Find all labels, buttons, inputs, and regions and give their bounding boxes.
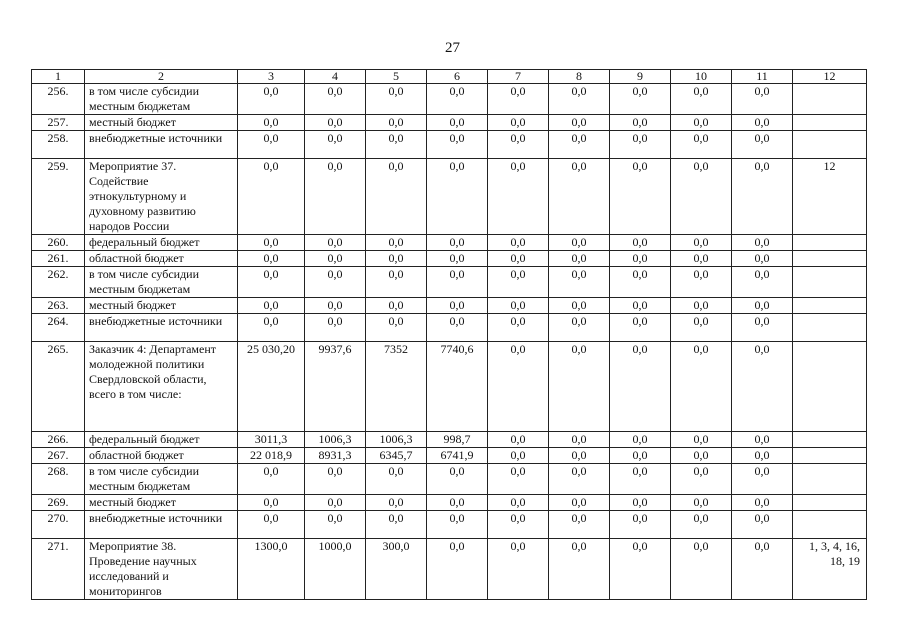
value-cell: 0,0 xyxy=(610,314,671,342)
value-cell: 0,0 xyxy=(427,267,488,298)
column-header: 8 xyxy=(549,70,610,84)
table-row xyxy=(32,539,867,600)
value-cell: 0,0 xyxy=(671,84,732,115)
value-cell: 0,0 xyxy=(366,464,427,495)
value-cell: 1000,0 xyxy=(305,539,366,600)
value-cell: 0,0 xyxy=(366,159,427,235)
row-name: Мероприятие 38. Проведение научных исследований и мониторингов xyxy=(85,539,238,600)
value-cell: 0,0 xyxy=(610,84,671,115)
value-cell: 0,0 xyxy=(305,314,366,342)
budget-table xyxy=(31,69,867,600)
value-cell: 0,0 xyxy=(366,131,427,159)
table-row xyxy=(32,235,867,251)
table-row xyxy=(32,84,867,115)
row-name: федеральный бюджет xyxy=(85,432,238,448)
value-cell: 3011,3 xyxy=(238,432,305,448)
target-indicator-cell xyxy=(793,464,867,495)
value-cell: 0,0 xyxy=(610,298,671,314)
value-cell: 0,0 xyxy=(366,267,427,298)
target-indicator-cell xyxy=(793,314,867,342)
value-cell: 0,0 xyxy=(549,267,610,298)
row-name: в том числе субсидии местным бюджетам xyxy=(85,84,238,115)
value-cell: 0,0 xyxy=(488,298,549,314)
value-cell: 0,0 xyxy=(305,84,366,115)
value-cell: 0,0 xyxy=(488,464,549,495)
row-number: 270. xyxy=(32,511,85,539)
value-cell: 0,0 xyxy=(610,251,671,267)
value-cell: 0,0 xyxy=(610,448,671,464)
value-cell: 6741,9 xyxy=(427,448,488,464)
value-cell: 0,0 xyxy=(238,131,305,159)
value-cell: 0,0 xyxy=(610,539,671,600)
row-name: местный бюджет xyxy=(85,115,238,131)
value-cell: 0,0 xyxy=(305,235,366,251)
table-row xyxy=(32,448,867,464)
row-name: внебюджетные источники xyxy=(85,314,238,342)
value-cell: 0,0 xyxy=(610,342,671,432)
value-cell: 0,0 xyxy=(549,131,610,159)
value-cell: 0,0 xyxy=(427,464,488,495)
value-cell: 0,0 xyxy=(238,84,305,115)
value-cell: 0,0 xyxy=(549,495,610,511)
value-cell: 0,0 xyxy=(732,342,793,432)
row-number: 271. xyxy=(32,539,85,600)
value-cell: 0,0 xyxy=(671,115,732,131)
row-name: Мероприятие 37. Содействие этнокультурному и духовному развитию народов России xyxy=(85,159,238,235)
row-number: 266. xyxy=(32,432,85,448)
value-cell: 0,0 xyxy=(610,432,671,448)
row-name: Заказчик 4: Департамент молодежной политики Свердловской области, всего в том числе: xyxy=(85,342,238,432)
row-number: 261. xyxy=(32,251,85,267)
target-indicator-cell xyxy=(793,115,867,131)
table-row xyxy=(32,511,867,539)
table-row xyxy=(32,115,867,131)
value-cell: 0,0 xyxy=(610,495,671,511)
value-cell: 0,0 xyxy=(427,251,488,267)
value-cell: 0,0 xyxy=(427,131,488,159)
row-number: 265. xyxy=(32,342,85,432)
value-cell: 0,0 xyxy=(732,495,793,511)
value-cell: 0,0 xyxy=(671,511,732,539)
value-cell: 0,0 xyxy=(732,131,793,159)
value-cell: 0,0 xyxy=(305,298,366,314)
table-row xyxy=(32,298,867,314)
value-cell: 0,0 xyxy=(488,84,549,115)
value-cell: 0,0 xyxy=(610,131,671,159)
value-cell: 0,0 xyxy=(238,267,305,298)
value-cell: 0,0 xyxy=(610,159,671,235)
value-cell: 0,0 xyxy=(671,235,732,251)
target-indicator-cell xyxy=(793,267,867,298)
value-cell: 1006,3 xyxy=(305,432,366,448)
value-cell: 0,0 xyxy=(671,464,732,495)
value-cell: 0,0 xyxy=(366,235,427,251)
value-cell: 0,0 xyxy=(427,115,488,131)
value-cell: 0,0 xyxy=(549,448,610,464)
column-header: 6 xyxy=(427,70,488,84)
value-cell: 7740,6 xyxy=(427,342,488,432)
row-number: 256. xyxy=(32,84,85,115)
row-number: 259. xyxy=(32,159,85,235)
table-row xyxy=(32,342,867,432)
value-cell: 0,0 xyxy=(427,314,488,342)
value-cell: 0,0 xyxy=(305,495,366,511)
value-cell: 0,0 xyxy=(305,464,366,495)
value-cell: 0,0 xyxy=(732,448,793,464)
value-cell: 0,0 xyxy=(488,511,549,539)
value-cell: 300,0 xyxy=(366,539,427,600)
value-cell: 0,0 xyxy=(610,235,671,251)
value-cell: 0,0 xyxy=(549,539,610,600)
value-cell: 0,0 xyxy=(427,298,488,314)
target-indicator-cell: 1, 3, 4, 16, 18, 19 xyxy=(793,539,867,600)
value-cell: 0,0 xyxy=(238,235,305,251)
table-row xyxy=(32,267,867,298)
row-name: местный бюджет xyxy=(85,495,238,511)
value-cell: 0,0 xyxy=(732,511,793,539)
value-cell: 0,0 xyxy=(549,511,610,539)
value-cell: 0,0 xyxy=(427,235,488,251)
column-header: 3 xyxy=(238,70,305,84)
target-indicator-cell xyxy=(793,432,867,448)
value-cell: 0,0 xyxy=(610,267,671,298)
target-indicator-cell xyxy=(793,235,867,251)
value-cell: 0,0 xyxy=(671,432,732,448)
value-cell: 0,0 xyxy=(488,159,549,235)
value-cell: 9937,6 xyxy=(305,342,366,432)
value-cell: 0,0 xyxy=(427,159,488,235)
value-cell: 0,0 xyxy=(671,131,732,159)
target-indicator-cell xyxy=(793,448,867,464)
value-cell: 0,0 xyxy=(671,298,732,314)
row-number: 258. xyxy=(32,131,85,159)
header-row xyxy=(32,70,867,84)
row-number: 269. xyxy=(32,495,85,511)
value-cell: 0,0 xyxy=(488,251,549,267)
column-header: 7 xyxy=(488,70,549,84)
value-cell: 0,0 xyxy=(366,314,427,342)
table-row xyxy=(32,131,867,159)
target-indicator-cell xyxy=(793,84,867,115)
value-cell: 0,0 xyxy=(488,235,549,251)
value-cell: 22 018,9 xyxy=(238,448,305,464)
value-cell: 8931,3 xyxy=(305,448,366,464)
value-cell: 0,0 xyxy=(488,342,549,432)
row-name: областной бюджет xyxy=(85,251,238,267)
value-cell: 0,0 xyxy=(549,115,610,131)
value-cell: 0,0 xyxy=(427,539,488,600)
value-cell: 0,0 xyxy=(238,115,305,131)
value-cell: 0,0 xyxy=(549,464,610,495)
target-indicator-cell xyxy=(793,298,867,314)
value-cell: 0,0 xyxy=(732,115,793,131)
row-number: 257. xyxy=(32,115,85,131)
value-cell: 0,0 xyxy=(238,298,305,314)
value-cell: 0,0 xyxy=(238,511,305,539)
table-row xyxy=(32,432,867,448)
target-indicator-cell xyxy=(793,511,867,539)
target-indicator-cell xyxy=(793,131,867,159)
row-name: в том числе субсидии местным бюджетам xyxy=(85,267,238,298)
value-cell: 0,0 xyxy=(366,511,427,539)
value-cell: 998,7 xyxy=(427,432,488,448)
column-header: 9 xyxy=(610,70,671,84)
value-cell: 0,0 xyxy=(366,115,427,131)
value-cell: 0,0 xyxy=(305,251,366,267)
value-cell: 0,0 xyxy=(305,267,366,298)
table-row xyxy=(32,495,867,511)
table-row xyxy=(32,159,867,235)
value-cell: 0,0 xyxy=(732,539,793,600)
column-header: 1 xyxy=(32,70,85,84)
value-cell: 0,0 xyxy=(732,464,793,495)
value-cell: 0,0 xyxy=(671,159,732,235)
value-cell: 0,0 xyxy=(549,251,610,267)
value-cell: 0,0 xyxy=(549,84,610,115)
value-cell: 0,0 xyxy=(671,251,732,267)
table-row xyxy=(32,251,867,267)
target-indicator-cell: 12 xyxy=(793,159,867,235)
value-cell: 0,0 xyxy=(238,251,305,267)
row-name: в том числе субсидии местным бюджетам xyxy=(85,464,238,495)
value-cell: 0,0 xyxy=(732,159,793,235)
column-header: 4 xyxy=(305,70,366,84)
table-row xyxy=(32,314,867,342)
value-cell: 1006,3 xyxy=(366,432,427,448)
row-name: федеральный бюджет xyxy=(85,235,238,251)
value-cell: 0,0 xyxy=(549,159,610,235)
page-number: 27 xyxy=(445,40,460,56)
value-cell: 0,0 xyxy=(732,267,793,298)
value-cell: 0,0 xyxy=(238,159,305,235)
value-cell: 0,0 xyxy=(488,448,549,464)
value-cell: 1300,0 xyxy=(238,539,305,600)
value-cell: 0,0 xyxy=(549,432,610,448)
target-indicator-cell xyxy=(793,342,867,432)
row-number: 264. xyxy=(32,314,85,342)
value-cell: 0,0 xyxy=(732,251,793,267)
value-cell: 0,0 xyxy=(427,495,488,511)
value-cell: 0,0 xyxy=(488,314,549,342)
value-cell: 0,0 xyxy=(305,115,366,131)
value-cell: 0,0 xyxy=(732,298,793,314)
value-cell: 0,0 xyxy=(488,539,549,600)
value-cell: 0,0 xyxy=(732,432,793,448)
column-header: 2 xyxy=(85,70,238,84)
row-number: 263. xyxy=(32,298,85,314)
value-cell: 0,0 xyxy=(549,235,610,251)
column-header: 5 xyxy=(366,70,427,84)
value-cell: 0,0 xyxy=(238,314,305,342)
value-cell: 0,0 xyxy=(488,267,549,298)
value-cell: 0,0 xyxy=(238,464,305,495)
row-number: 267. xyxy=(32,448,85,464)
value-cell: 0,0 xyxy=(488,495,549,511)
table-row xyxy=(32,464,867,495)
row-number: 268. xyxy=(32,464,85,495)
value-cell: 6345,7 xyxy=(366,448,427,464)
value-cell: 0,0 xyxy=(549,342,610,432)
value-cell: 0,0 xyxy=(366,495,427,511)
value-cell: 0,0 xyxy=(427,511,488,539)
value-cell: 7352 xyxy=(366,342,427,432)
value-cell: 25 030,20 xyxy=(238,342,305,432)
value-cell: 0,0 xyxy=(671,314,732,342)
value-cell: 0,0 xyxy=(671,342,732,432)
row-name: внебюджетные источники xyxy=(85,511,238,539)
target-indicator-cell xyxy=(793,495,867,511)
value-cell: 0,0 xyxy=(671,495,732,511)
row-number: 260. xyxy=(32,235,85,251)
row-name: местный бюджет xyxy=(85,298,238,314)
value-cell: 0,0 xyxy=(732,314,793,342)
value-cell: 0,0 xyxy=(305,159,366,235)
value-cell: 0,0 xyxy=(732,235,793,251)
row-number: 262. xyxy=(32,267,85,298)
value-cell: 0,0 xyxy=(366,84,427,115)
value-cell: 0,0 xyxy=(671,267,732,298)
value-cell: 0,0 xyxy=(671,539,732,600)
column-header: 10 xyxy=(671,70,732,84)
value-cell: 0,0 xyxy=(610,511,671,539)
value-cell: 0,0 xyxy=(238,495,305,511)
target-indicator-cell xyxy=(793,251,867,267)
row-name: областной бюджет xyxy=(85,448,238,464)
value-cell: 0,0 xyxy=(488,432,549,448)
value-cell: 0,0 xyxy=(305,131,366,159)
column-header: 12 xyxy=(793,70,867,84)
value-cell: 0,0 xyxy=(366,251,427,267)
value-cell: 0,0 xyxy=(610,464,671,495)
value-cell: 0,0 xyxy=(488,115,549,131)
row-name: внебюджетные источники xyxy=(85,131,238,159)
table-body xyxy=(32,84,867,600)
value-cell: 0,0 xyxy=(549,298,610,314)
value-cell: 0,0 xyxy=(366,298,427,314)
value-cell: 0,0 xyxy=(488,131,549,159)
column-header: 11 xyxy=(732,70,793,84)
value-cell: 0,0 xyxy=(427,84,488,115)
value-cell: 0,0 xyxy=(305,511,366,539)
value-cell: 0,0 xyxy=(671,448,732,464)
value-cell: 0,0 xyxy=(549,314,610,342)
value-cell: 0,0 xyxy=(732,84,793,115)
value-cell: 0,0 xyxy=(610,115,671,131)
